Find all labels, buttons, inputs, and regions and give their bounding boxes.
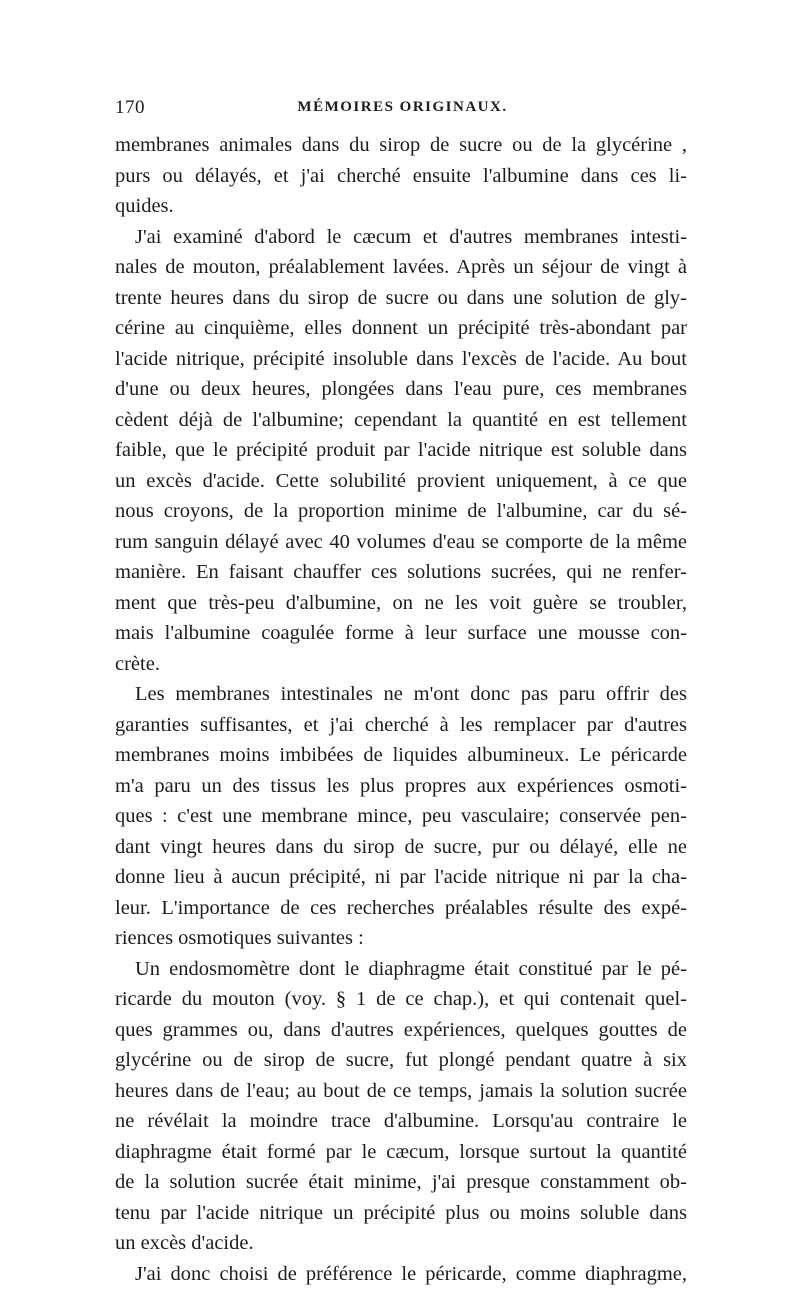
text-line: de la solution sucrée était minime, j'ai presque constamment ob- xyxy=(115,1167,687,1198)
running-head: MÉMOIRES ORIGINAUX. xyxy=(115,97,690,116)
text-line: J'ai examiné d'abord le cæcum et d'autres membranes intesti- xyxy=(115,222,687,253)
paragraph xyxy=(115,130,687,222)
page-number: 170 xyxy=(115,97,145,119)
text-line: glycérine ou de sirop de sucre, fut plongé pendant quatre à six xyxy=(115,1045,687,1076)
text-line: ques grammes ou, dans d'autres expériences, quelques gouttes de xyxy=(115,1015,687,1046)
text-line: riences osmotiques suivantes : xyxy=(115,923,687,954)
text-line: Les membranes intestinales ne m'ont donc pas paru offrir des xyxy=(115,679,687,710)
text-line: trente heures dans du sirop de sucre ou dans une solution de gly- xyxy=(115,283,687,314)
paragraph xyxy=(115,679,687,954)
text-line: nous croyons, de la proportion minime de l'albumine, car du sé- xyxy=(115,496,687,527)
text-line: J'ai donc choisi de préférence le péricarde, comme diaphragme, xyxy=(115,1259,687,1289)
text-line: nales de mouton, préalablement lavées. Après un séjour de vingt à xyxy=(115,252,687,283)
text-line: membranes moins imbibées de liquides albumineux. Le péricarde xyxy=(115,740,687,771)
text-line: mais l'albumine coagulée forme à leur surface une mousse con- xyxy=(115,618,687,649)
text-line: manière. En faisant chauffer ces solutions sucrées, qui ne renfer- xyxy=(115,557,687,588)
text-line: ques : c'est une membrane mince, peu vasculaire; conservée pen- xyxy=(115,801,687,832)
text-line: cérine au cinquième, elles donnent un précipité très-abondant par xyxy=(115,313,687,344)
text-line: tenu par l'acide nitrique un précipité plus ou moins soluble dans xyxy=(115,1198,687,1229)
text-line: crète. xyxy=(115,649,687,680)
text-line: m'a paru un des tissus les plus propres aux expériences osmoti- xyxy=(115,771,687,802)
text-line: l'acide nitrique, précipité insoluble dans l'excès de l'acide. Au bout xyxy=(115,344,687,375)
paragraph xyxy=(115,222,687,680)
text-line: Un endosmomètre dont le diaphragme était constitué par le pé- xyxy=(115,954,687,985)
text-line: donne lieu à aucun précipité, ni par l'acide nitrique ni par la cha- xyxy=(115,862,687,893)
text-line: garanties suffisantes, et j'ai cherché à les remplacer par d'autres xyxy=(115,710,687,741)
text-line: dant vingt heures dans du sirop de sucre, pur ou délayé, elle ne xyxy=(115,832,687,863)
text-line: quides. xyxy=(115,191,687,222)
paragraph xyxy=(115,1259,687,1289)
text-line: ricarde du mouton (voy. § 1 de ce chap.), et qui contenait quel- xyxy=(115,984,687,1015)
paragraph xyxy=(115,954,687,1259)
text-line: d'une ou deux heures, plongées dans l'eau pure, ces membranes xyxy=(115,374,687,405)
text-line: ne révélait la moindre trace d'albumine. Lorsqu'au contraire le xyxy=(115,1106,687,1137)
text-line: un excès d'acide. Cette solubilité provient uniquement, à ce que xyxy=(115,466,687,497)
text-line: ment que très-peu d'albumine, on ne les voit guère se troubler, xyxy=(115,588,687,619)
page-header xyxy=(115,97,690,121)
text-line: leur. L'importance de ces recherches préalables résulte des expé- xyxy=(115,893,687,924)
text-line: un excès d'acide. xyxy=(115,1228,687,1259)
text-line: cèdent déjà de l'albumine; cependant la quantité en est tellement xyxy=(115,405,687,436)
body-text xyxy=(115,130,687,1289)
text-line: rum sanguin délayé avec 40 volumes d'eau se comporte de la même xyxy=(115,527,687,558)
text-line: purs ou délayés, et j'ai cherché ensuite l'albumine dans ces li- xyxy=(115,161,687,192)
text-line: diaphragme était formé par le cæcum, lorsque surtout la quantité xyxy=(115,1137,687,1168)
text-line: heures dans de l'eau; au bout de ce temps, jamais la solution sucrée xyxy=(115,1076,687,1107)
text-line: faible, que le précipité produit par l'acide nitrique est soluble dans xyxy=(115,435,687,466)
text-line: membranes animales dans du sirop de sucre ou de la glycérine , xyxy=(115,130,687,161)
